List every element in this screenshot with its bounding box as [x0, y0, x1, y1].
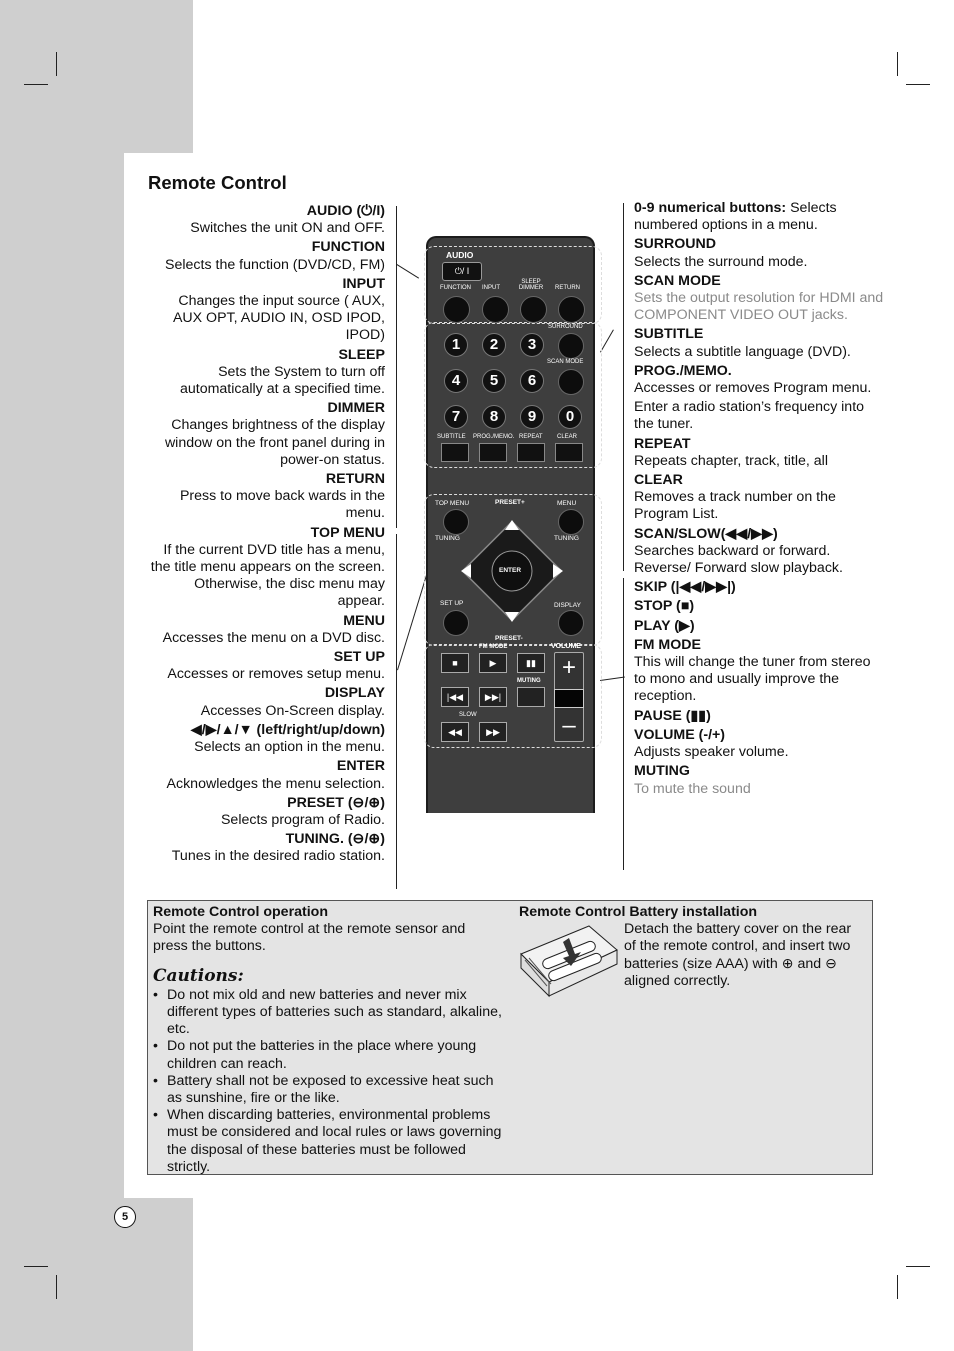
left-item: [150, 722, 385, 756]
crop-mark: [24, 1266, 48, 1267]
stop-button[interactable]: [441, 653, 469, 673]
left-item-text: Press to move back wards in the menu.: [179, 488, 385, 522]
play-button[interactable]: [479, 653, 507, 673]
prog-memo-label: PROG./MEMO.: [473, 434, 515, 440]
right-item: [634, 579, 884, 596]
bracket-line-left: [396, 206, 397, 528]
right-item-text: Selects a subtitle language (DVD).: [634, 343, 851, 360]
right-item: [634, 472, 884, 524]
right-item-heading: STOP (■): [634, 598, 695, 615]
set-up-label: SET UP: [440, 600, 464, 607]
bracket-line-right: [623, 203, 624, 571]
num-7-button[interactable]: 7: [444, 405, 468, 429]
cautions-heading: Cautions:: [153, 965, 244, 986]
subtitle-label: SUBTITLE: [437, 434, 466, 440]
caution-item: • Do not put the batteries in the place where young children can reach.: [153, 1038, 503, 1072]
left-item-heading: ◀/▶/▲/▼ (left/right/up/down): [190, 721, 385, 738]
right-item-heading: SURROUND: [634, 236, 716, 253]
num-6-button[interactable]: 6: [520, 369, 544, 393]
right-item-text: Sets the output resolution for HDMI and COMPONENT VIDEO OUT jacks.: [634, 290, 884, 324]
left-item-heading: DISPLAY: [324, 685, 385, 702]
audio-label: AUDIO: [446, 250, 474, 260]
power-button[interactable]: [442, 262, 482, 281]
left-item-heading: ENTER: [336, 758, 385, 775]
right-item-heading: REPEAT: [634, 435, 691, 452]
left-item-heading: TOP MENU: [310, 524, 385, 541]
left-item: [150, 831, 385, 865]
scan-backward-button[interactable]: [441, 722, 469, 742]
power-icon: ⏻/ I: [454, 266, 470, 276]
function-label: FUNCTION: [440, 285, 471, 291]
cautions-list: [153, 987, 503, 1176]
left-item: [150, 276, 385, 345]
right-item-text: To mute the sound: [634, 780, 751, 797]
left-item-heading: RETURN: [325, 471, 385, 488]
right-item-heading: PAUSE (▮▮): [634, 707, 711, 724]
right-item-heading: PLAY (▶): [634, 617, 695, 634]
caution-item: • Do not mix old and new batteries and never mix different types of batteries such as standard, alkaline, etc.: [153, 987, 503, 1039]
page-number: 5: [114, 1206, 136, 1228]
right-item-heading: SCAN/SLOW(◀◀/▶▶): [634, 525, 778, 542]
right-item: [634, 399, 884, 433]
battery-installation-image: [519, 924, 619, 1006]
left-item-text: Tunes in the desired radio station.: [171, 848, 385, 865]
surround-button[interactable]: [558, 333, 584, 359]
volume-display-panel: [554, 689, 584, 708]
left-item: [150, 795, 385, 829]
operation-box: [147, 900, 873, 1175]
fast-forward-icon: ▶▶: [486, 727, 500, 737]
muting-button[interactable]: [517, 687, 545, 707]
right-item: [634, 763, 884, 797]
right-item: [634, 526, 884, 578]
tuning-minus-label: TUNING: [435, 535, 460, 542]
right-item-heading: VOLUME (-/+): [634, 726, 726, 743]
right-item-text: This will change the tuner from stereo to mono and usually improve the reception.: [634, 654, 871, 705]
right-item-heading: MUTING: [634, 763, 690, 780]
left-item-text: Selects the function (DVD/CD, FM): [165, 256, 385, 273]
skip-back-icon: |◀◀: [446, 692, 464, 702]
surround-label: SURROUND: [548, 324, 583, 330]
left-item-heading: SET UP: [333, 649, 385, 666]
left-item-text: Sets the System to turn off automatically at a specified time.: [179, 363, 385, 398]
left-item: [150, 471, 385, 523]
battery-column: [519, 904, 864, 990]
right-descriptions: [634, 200, 884, 800]
num-5-button[interactable]: 5: [482, 369, 506, 393]
input-button[interactable]: [482, 296, 509, 323]
crop-mark: [24, 84, 48, 85]
crop-mark: [56, 52, 57, 76]
left-item-heading: PRESET (⊖/⊕): [287, 794, 385, 811]
left-item-text: Accesses the menu on a DVD disc.: [162, 629, 385, 646]
sleep-dimmer-button[interactable]: [520, 296, 547, 323]
left-item: [150, 685, 385, 719]
top-menu-label: TOP MENU: [435, 500, 470, 507]
operation-title: Remote Control operation: [153, 904, 328, 920]
scan-forward-button[interactable]: [479, 722, 507, 742]
left-item: [150, 347, 385, 399]
skip-back-button[interactable]: [441, 687, 469, 707]
down-arrow-icon: [505, 612, 519, 622]
right-item-heading: FM MODE: [634, 636, 701, 653]
scan-mode-button[interactable]: [558, 369, 584, 395]
right-item-text: Selects the surround mode.: [634, 253, 808, 270]
left-arrow-icon: [461, 564, 471, 578]
skip-forward-icon: ▶▶|: [484, 692, 502, 702]
left-item: [150, 203, 385, 237]
right-item: [634, 236, 884, 270]
operation-text: Point the remote control at the remote sensor and press the buttons.: [153, 921, 466, 955]
left-item-heading: SLEEP: [338, 346, 385, 363]
input-label: INPUT: [482, 285, 500, 291]
preset-minus-label: PRESET-: [495, 635, 523, 642]
left-item-text: Selects program of Radio.: [220, 811, 385, 828]
right-item-heading: SKIP (|◀◀/▶▶|): [634, 579, 736, 596]
enter-label: ENTER: [499, 567, 522, 574]
stop-icon: ■: [452, 658, 458, 668]
left-item-heading: MENU: [343, 612, 385, 629]
right-item-heading: CLEAR: [634, 472, 683, 489]
menu-label: MENU: [557, 500, 577, 507]
remote-control-illustration: [426, 236, 595, 813]
right-item: [634, 363, 884, 397]
num-9-button[interactable]: 9: [520, 405, 544, 429]
bracket-line-right: [623, 578, 624, 870]
num-1-button[interactable]: 1: [444, 333, 468, 357]
display-button[interactable]: [558, 610, 584, 636]
left-item-text: Accesses On-Screen display.: [200, 702, 385, 719]
display-label: DISPLAY: [554, 602, 581, 609]
play-icon: ▶: [489, 658, 497, 668]
crop-mark: [56, 1275, 57, 1299]
preset-plus-label: PRESET+: [495, 499, 525, 506]
right-item: [634, 326, 884, 360]
return-label: RETURN: [555, 285, 580, 291]
clear-label: CLEAR: [557, 434, 578, 440]
left-item-heading: DIMMER: [327, 400, 385, 417]
left-item-text: If the current DVD title has a menu, the title menu appears on the screen. Otherwise, the disc menu may appear.: [150, 541, 385, 610]
left-item: [150, 525, 385, 611]
return-button[interactable]: [558, 296, 585, 323]
page-title: Remote Control: [148, 172, 287, 193]
right-item-heading: SCAN MODE: [634, 272, 721, 289]
right-item-text: Adjusts speaker volume.: [634, 744, 789, 761]
left-item: [150, 758, 385, 792]
pause-icon: ▮▮: [526, 658, 536, 668]
pause-button[interactable]: [517, 653, 545, 673]
clear-button[interactable]: [555, 443, 583, 462]
crop-mark: [897, 1275, 898, 1299]
left-item-text: Changes brightness of the display window on the front panel during in power-on status.: [164, 417, 385, 468]
num-8-button[interactable]: 8: [482, 405, 506, 429]
right-item-text: Searches backward or forward. Reverse/ Forward slow playback.: [634, 542, 843, 577]
right-item-heading: PROG./MEMO.: [634, 362, 732, 379]
prog-memo-button[interactable]: [479, 443, 507, 462]
left-item: [150, 400, 385, 469]
right-item-text: Enter a radio station’s frequency into the tuner.: [634, 399, 865, 433]
left-item-text: Accesses or removes setup menu.: [167, 666, 385, 683]
subtitle-button[interactable]: [441, 443, 469, 462]
left-item: [150, 239, 385, 273]
sleep-dimmer-label: SLEEP DIMMER: [518, 279, 544, 291]
crop-mark: [897, 52, 898, 76]
repeat-button[interactable]: [517, 443, 545, 462]
caution-item: • Battery shall not be exposed to excessive heat such as sunshine, fire or the like.: [153, 1073, 503, 1107]
rewind-icon: ◀◀: [448, 727, 462, 737]
left-item-heading: TUNING. (⊖/⊕): [285, 831, 385, 848]
left-item-heading: FUNCTION: [311, 239, 385, 256]
volume-rocker[interactable]: [554, 652, 584, 742]
num-2-button[interactable]: 2: [482, 333, 506, 357]
num-3-button[interactable]: 3: [520, 333, 544, 357]
right-item-heading: 0-9 numerical buttons:: [634, 200, 787, 216]
volume-label: VOLUME: [551, 643, 581, 650]
left-item: [150, 649, 385, 683]
volume-plus-icon: +: [561, 654, 576, 681]
right-item-text: Selects numbered options in a menu.: [634, 200, 837, 234]
right-item: [634, 598, 884, 615]
left-item-heading: INPUT: [342, 275, 385, 292]
num-0-button[interactable]: 0: [558, 405, 582, 429]
caution-item: • When discarding batteries, environmental problems must be considered and local rules or laws governing the disposal of these batteries must be followed strictly.: [153, 1107, 503, 1176]
scan-mode-label: SCAN MODE: [547, 359, 584, 365]
left-item-text: Acknowledges the menu selection.: [166, 775, 385, 792]
left-item-text: Switches the unit ON and OFF.: [190, 220, 385, 237]
skip-forward-button[interactable]: [479, 687, 507, 707]
left-descriptions: [150, 203, 385, 868]
right-item: [634, 727, 884, 761]
battery-text: Detach the battery cover on the rear of the remote control, and insert two batteries (size AAA) with ⊕ and ⊖ aligned correctly.: [624, 921, 852, 989]
function-button[interactable]: [443, 296, 470, 323]
right-item-text: Removes a track number on the Program List.: [634, 489, 836, 523]
right-item-text: Accesses or removes Program menu.: [634, 380, 872, 397]
right-item: [634, 637, 884, 706]
right-item: [634, 436, 884, 470]
muting-label: MUTING: [517, 678, 541, 684]
right-arrow-icon: [553, 564, 563, 578]
left-item-text: Changes the input source ( AUX, AUX OPT, AUDIO IN, OSD IPOD, IPOD): [172, 293, 385, 344]
fm-mode-label: FM MODE: [479, 644, 508, 650]
num-4-button[interactable]: 4: [444, 369, 468, 393]
operation-column: [153, 904, 503, 1176]
right-item-heading: SUBTITLE: [634, 326, 704, 343]
left-item-heading: AUDIO (⏻/I): [306, 203, 385, 219]
right-item: [634, 273, 884, 325]
battery-title: Remote Control Battery installation: [519, 904, 758, 920]
right-item: [634, 708, 884, 725]
repeat-label: REPEAT: [519, 434, 543, 440]
tuning-plus-label: TUNING: [554, 535, 579, 542]
crop-mark: [906, 84, 930, 85]
left-item-text: Selects an option in the menu.: [194, 739, 385, 756]
right-item-text: Repeats chapter, track, title, all: [634, 452, 828, 469]
bracket-line-left: [396, 534, 397, 889]
up-arrow-icon: [505, 520, 519, 530]
set-up-button[interactable]: [443, 610, 469, 636]
crop-mark: [906, 1266, 930, 1267]
right-item: [634, 618, 884, 635]
slow-label: SLOW: [459, 712, 477, 718]
volume-minus-icon: –: [562, 712, 576, 739]
right-item: [634, 200, 884, 234]
left-item: [150, 613, 385, 647]
